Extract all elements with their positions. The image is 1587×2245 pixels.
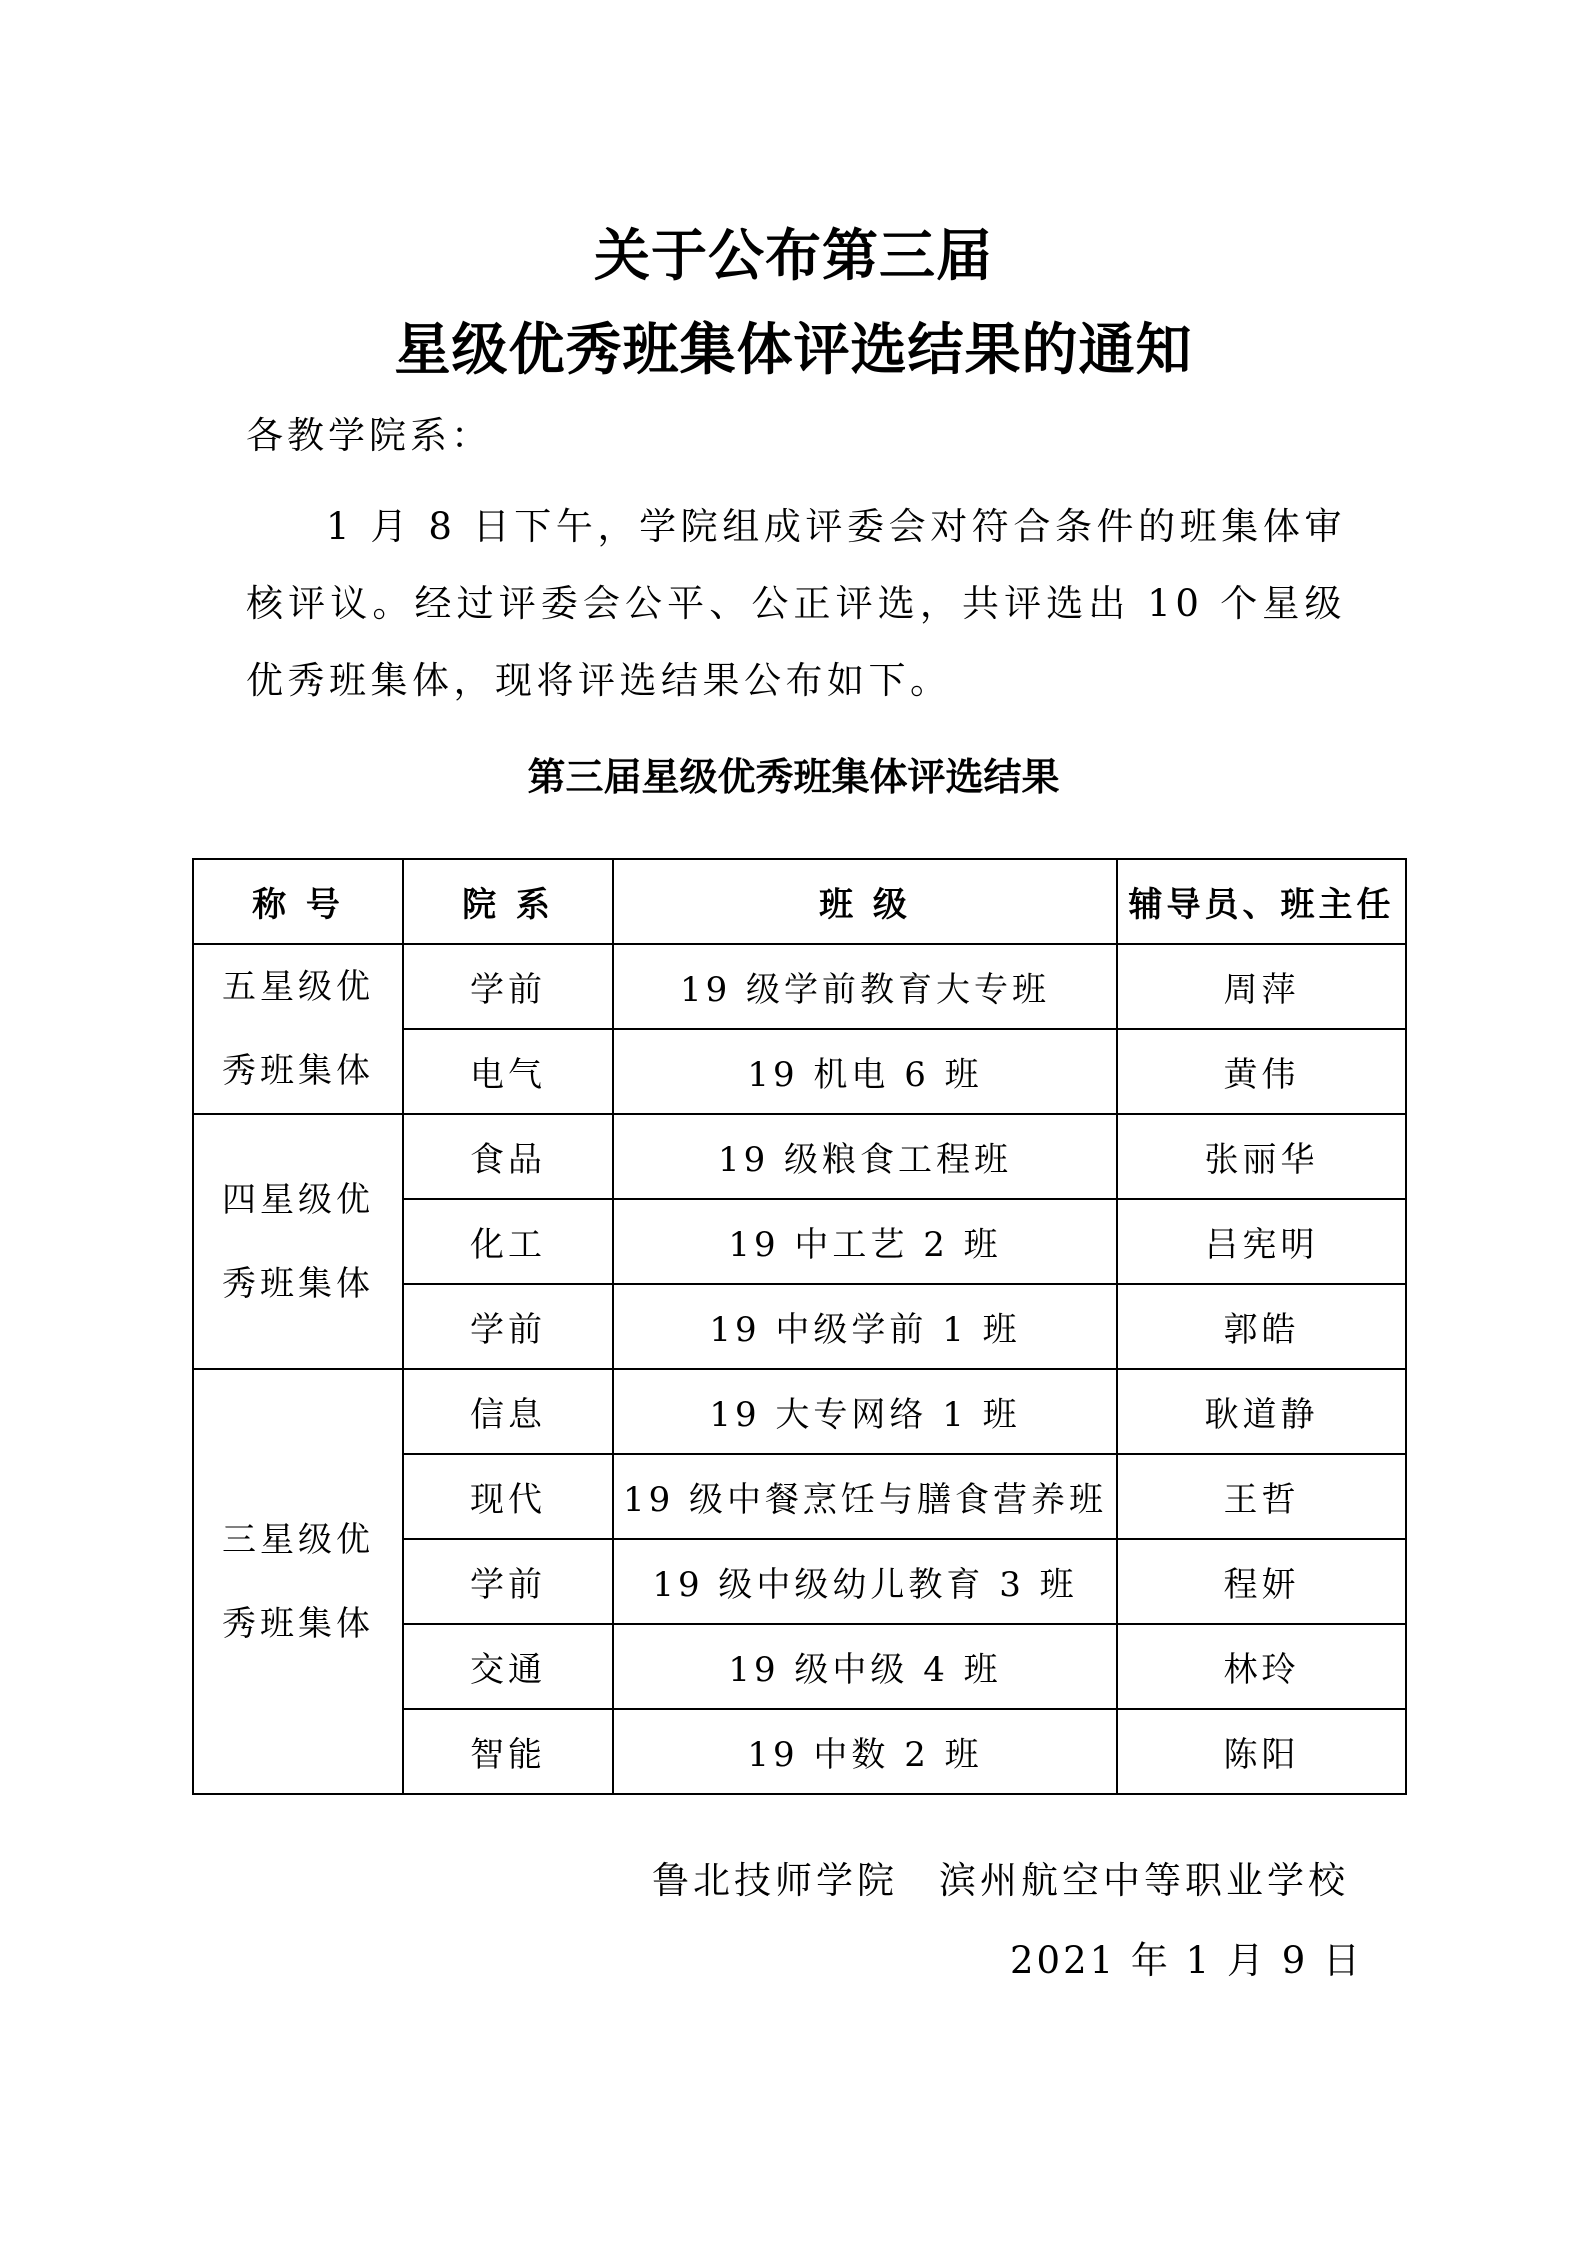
dept-cell: 交通 (403, 1624, 613, 1709)
dept-cell: 现代 (403, 1454, 613, 1539)
level-cell-three-star (193, 1369, 403, 1794)
table-caption: 第三届星级优秀班集体评选结果 (527, 755, 1060, 799)
class-cell: 19 级中餐烹饪与膳食营养班 (613, 1454, 1117, 1539)
table-row (193, 1369, 1406, 1454)
table-row (193, 944, 1406, 1029)
teacher-cell: 郭皓 (1117, 1284, 1406, 1369)
document-title-line-1: 关于公布第三届 (594, 224, 993, 289)
teacher-cell: 吕宪明 (1117, 1199, 1406, 1284)
body-paragraph: 1 月 8 日下午，学院组成评委会对符合条件的班集体审核评议。经过评委会公平、公正评选，共评选出 10 个星级优秀班集体，现将评选结果公布如下。 (246, 505, 1346, 702)
class-cell: 19 级粮食工程班 (613, 1114, 1117, 1199)
dept-cell: 化工 (403, 1199, 613, 1284)
dept-cell: 智能 (403, 1709, 613, 1794)
salutation: 各教学院系： (246, 414, 492, 457)
dept-cell: 电气 (403, 1029, 613, 1114)
results-table (192, 858, 1407, 1795)
header-class: 班 级 (613, 859, 1117, 944)
signature-issuers: 鲁北技师学院 滨州航空中等职业学校 (652, 1859, 1349, 1902)
header-dept: 院 系 (403, 859, 613, 944)
dept-cell: 食品 (403, 1114, 613, 1199)
class-cell: 19 级中级幼儿教育 3 班 (613, 1539, 1117, 1624)
table-row (193, 1114, 1406, 1199)
class-cell: 19 中工艺 2 班 (613, 1199, 1117, 1284)
teacher-cell: 耿道静 (1117, 1369, 1406, 1454)
teacher-cell: 林玲 (1117, 1624, 1406, 1709)
class-cell: 19 级中级 4 班 (613, 1624, 1117, 1709)
level-text: 秀班集体 (222, 1051, 374, 1091)
table-header-row (193, 859, 1406, 944)
level-text: 四星级优 (222, 1179, 374, 1220)
header-teacher: 辅导员、班主任 (1117, 859, 1406, 944)
teacher-cell: 程妍 (1117, 1539, 1406, 1624)
class-cell: 19 大专网络 1 班 (613, 1369, 1117, 1454)
document-title-line-2: 星级优秀班集体评选结果的通知 (394, 318, 1193, 383)
level-text: 秀班集体 (222, 1263, 374, 1304)
level-text: 秀班集体 (222, 1603, 374, 1644)
level-text: 五星级优 (222, 967, 374, 1007)
teacher-cell: 王哲 (1117, 1454, 1406, 1539)
level-text: 三星级优 (222, 1519, 374, 1560)
class-cell: 19 中级学前 1 班 (613, 1284, 1117, 1369)
dept-cell: 学前 (403, 1539, 613, 1624)
issue-date: 2021 年 1 月 9 日 (1010, 1939, 1364, 1982)
class-cell: 19 中数 2 班 (613, 1709, 1117, 1794)
class-cell: 19 机电 6 班 (613, 1029, 1117, 1114)
dept-cell: 学前 (403, 1284, 613, 1369)
teacher-cell: 张丽华 (1117, 1114, 1406, 1199)
dept-cell: 学前 (403, 944, 613, 1029)
teacher-cell: 黄伟 (1117, 1029, 1406, 1114)
header-title: 称 号 (193, 859, 403, 944)
level-cell-five-star (193, 944, 403, 1114)
dept-cell: 信息 (403, 1369, 613, 1454)
class-cell: 19 级学前教育大专班 (613, 944, 1117, 1029)
teacher-cell: 陈阳 (1117, 1709, 1406, 1794)
level-cell-four-star (193, 1114, 403, 1369)
teacher-cell: 周萍 (1117, 944, 1406, 1029)
